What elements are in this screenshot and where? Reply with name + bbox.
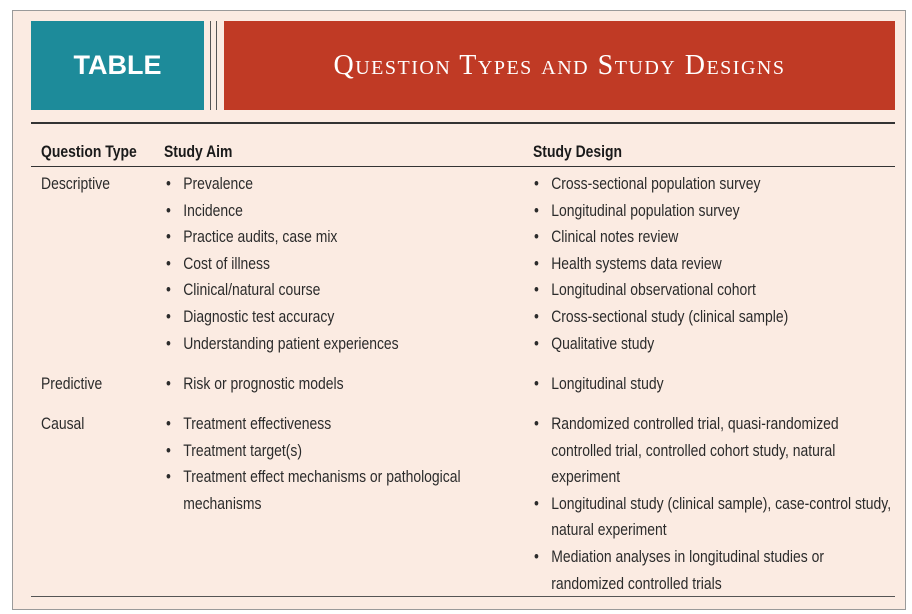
list-item: • Clinical notes review xyxy=(534,224,894,251)
header-bottom-rule xyxy=(31,166,895,167)
aim-list-causal xyxy=(166,411,526,517)
badge-divider xyxy=(216,21,217,110)
aim-list-descriptive xyxy=(166,171,526,357)
list-item: • Longitudinal observational cohort xyxy=(534,277,894,304)
list-item: • Health systems data review xyxy=(534,251,894,278)
list-item: • Treatment target(s) xyxy=(166,438,526,465)
list-item: • Cost of illness xyxy=(166,251,526,278)
list-item: • Treatment effect mechanisms or pathological mechanisms xyxy=(166,464,526,517)
design-list-descriptive xyxy=(534,171,894,357)
question-type-predictive: Predictive xyxy=(41,374,103,393)
list-item: • Mediation analyses in longitudinal studies or randomized controlled trials xyxy=(534,544,894,597)
list-item: • Clinical/natural course xyxy=(166,277,526,304)
header-top-rule xyxy=(31,122,895,124)
aim-list-predictive xyxy=(166,371,526,398)
table-panel xyxy=(12,10,906,610)
badge-divider xyxy=(210,21,211,110)
list-item: • Practice audits, case mix xyxy=(166,224,526,251)
list-item: • Treatment effectiveness xyxy=(166,411,526,438)
table-title: Question Types and Study Designs xyxy=(224,21,895,110)
list-item: • Longitudinal population survey xyxy=(534,198,894,225)
list-item: • Longitudinal study (clinical sample), case-control study, natural experiment xyxy=(534,491,894,544)
list-item: • Randomized controlled trial, quasi-randomized controlled trial, controlled cohort study, natural experiment xyxy=(534,411,894,491)
question-type-descriptive: Descriptive xyxy=(41,174,110,193)
header-question-type: Question Type xyxy=(41,142,137,161)
list-item: • Cross-sectional study (clinical sample) xyxy=(534,304,894,331)
list-item: • Prevalence xyxy=(166,171,526,198)
list-item: • Diagnostic test accuracy xyxy=(166,304,526,331)
list-item: • Risk or prognostic models xyxy=(166,371,526,398)
header-study-aim: Study Aim xyxy=(164,142,233,161)
list-item: • Incidence xyxy=(166,198,526,225)
question-type-causal: Causal xyxy=(41,414,85,433)
table-bottom-rule xyxy=(31,596,895,597)
list-item: • Understanding patient experiences xyxy=(166,331,526,358)
table-badge: TABLE xyxy=(31,21,204,110)
list-item: • Qualitative study xyxy=(534,331,894,358)
design-list-predictive xyxy=(534,371,894,398)
header-study-design: Study Design xyxy=(533,142,623,161)
design-list-causal xyxy=(534,411,894,597)
list-item: • Longitudinal study xyxy=(534,371,894,398)
list-item: • Cross-sectional population survey xyxy=(534,171,894,198)
